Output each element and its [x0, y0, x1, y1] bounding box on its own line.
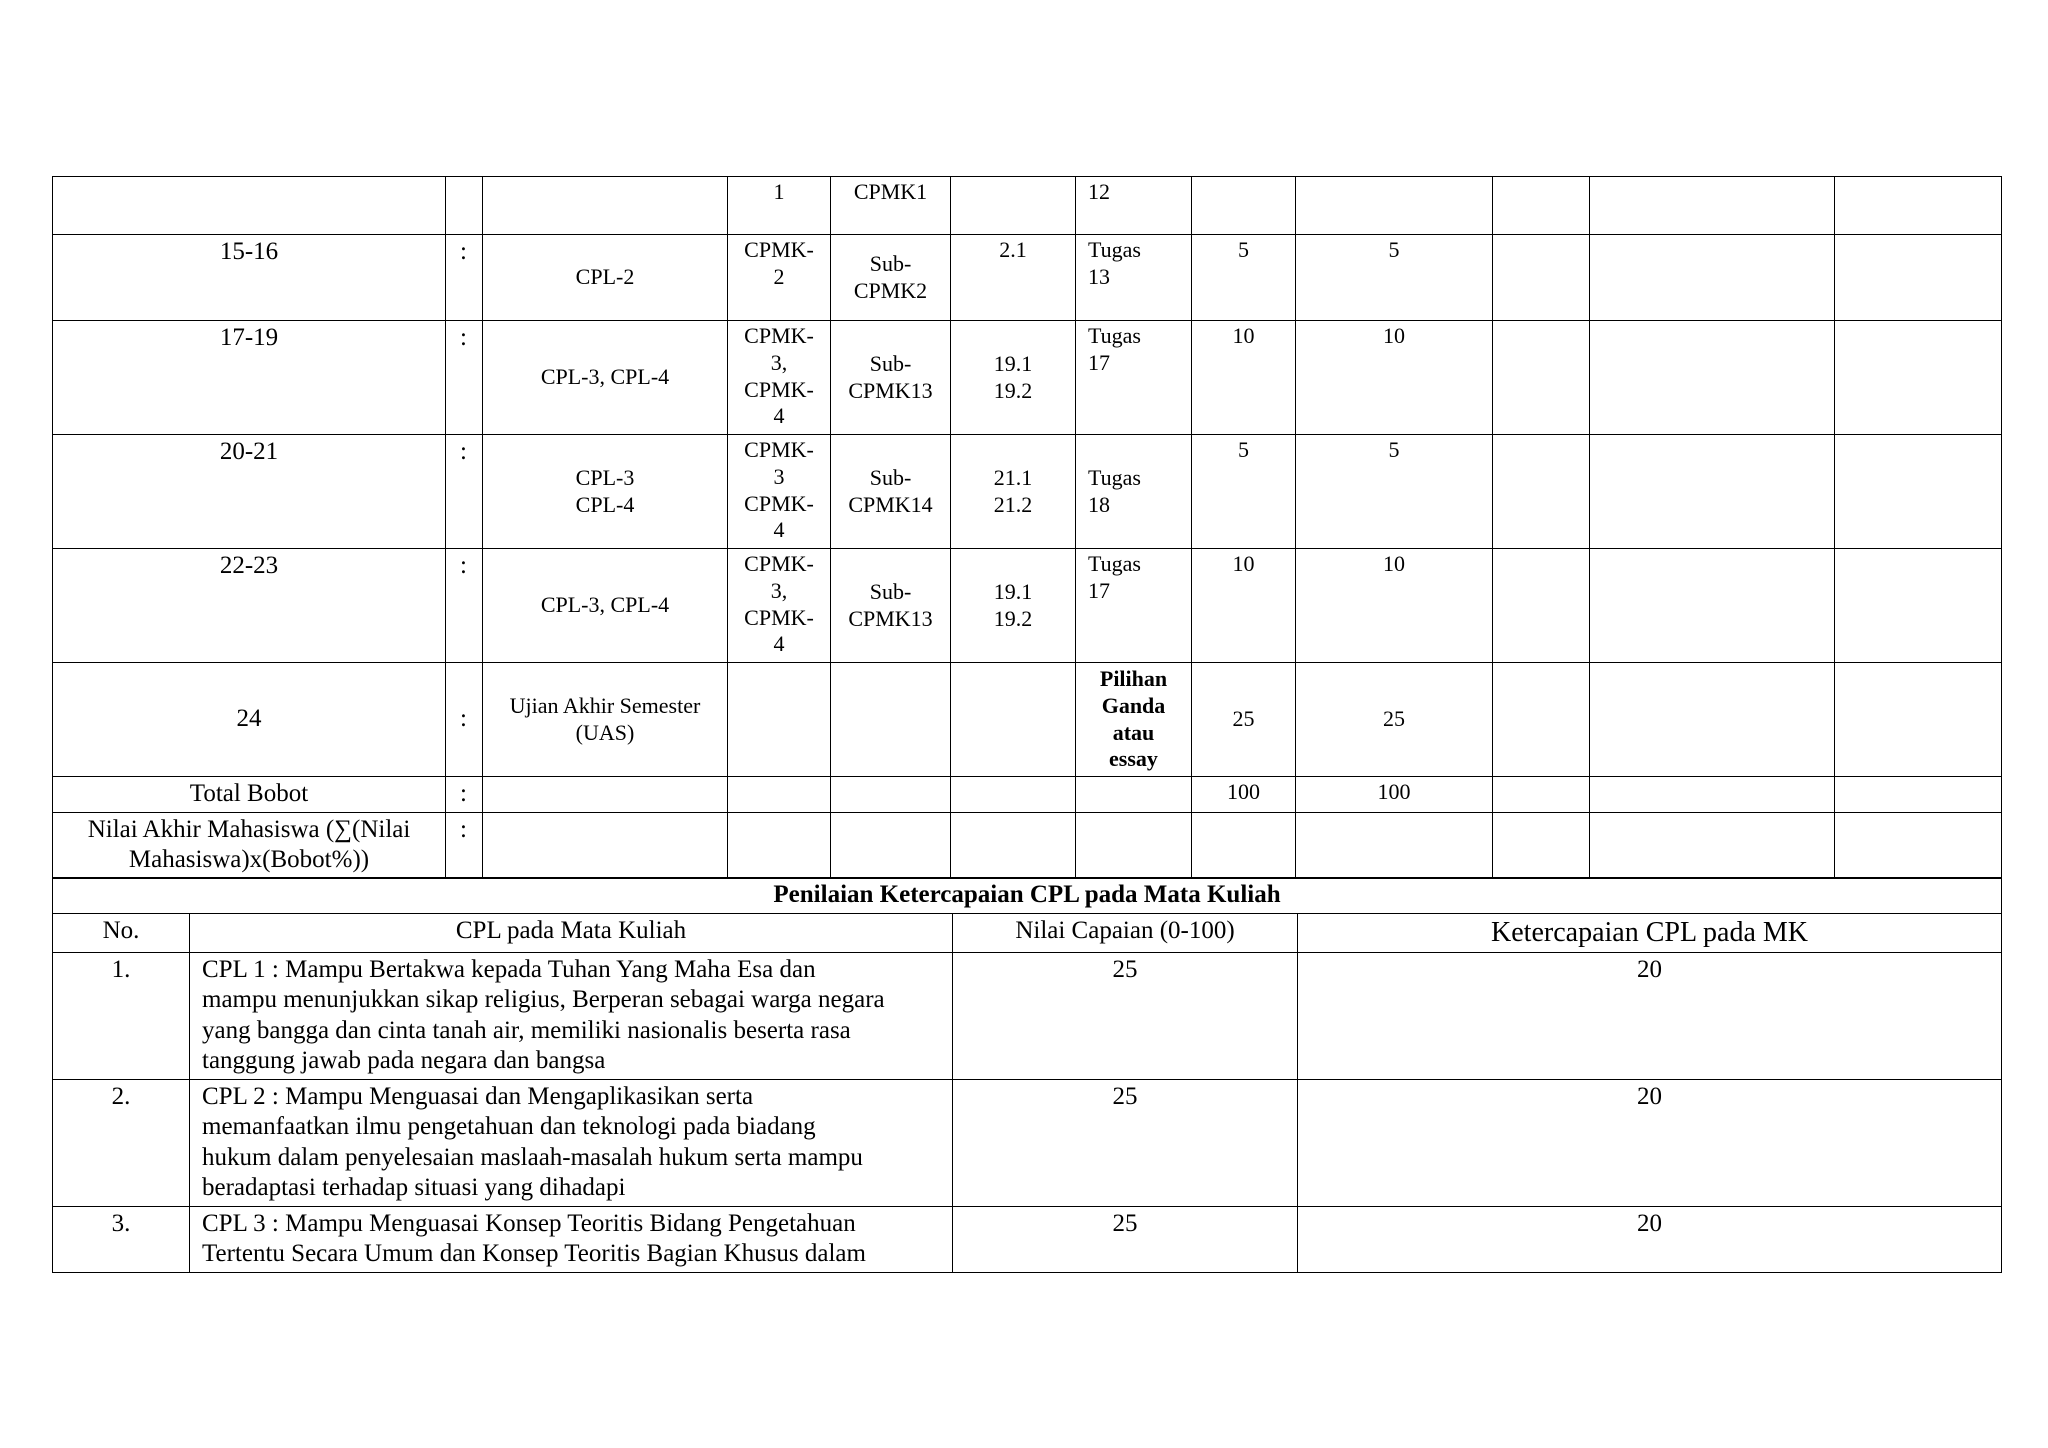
indicator-line: 21.2 — [993, 491, 1033, 517]
cpmk-line: 2 — [773, 263, 785, 289]
cpmk-cell — [728, 663, 831, 777]
cpl-row — [53, 1206, 2002, 1272]
sub-cpmk-cell — [831, 235, 951, 321]
cpl-line: CPL-3, CPL-4 — [540, 592, 670, 618]
form-line: 12 — [1088, 179, 1110, 204]
empty-cell — [728, 812, 831, 878]
empty-cell — [1835, 321, 2002, 435]
cpl-header-row — [53, 913, 2002, 952]
colon-cell: : — [446, 549, 483, 663]
cpl-no: 2. — [53, 1079, 190, 1206]
indicator-line: 19.1 — [993, 578, 1033, 604]
empty-cell — [1493, 549, 1590, 663]
indicator-line: 19.2 — [993, 377, 1033, 403]
empty-cell — [1493, 177, 1590, 235]
empty-cell — [1192, 812, 1296, 878]
final-score-line: Mahasiswa)x(Bobot%)) — [128, 846, 370, 873]
form-line: 13 — [1088, 263, 1110, 289]
cpl-ketercapaian: 20 — [1298, 952, 2002, 1079]
empty-cell — [1590, 321, 1835, 435]
assessment-row — [53, 663, 2002, 777]
empty-cell — [831, 777, 951, 813]
empty-cell — [1493, 812, 1590, 878]
empty-cell — [1835, 549, 2002, 663]
cpl-line: Ujian Akhir Semester — [509, 692, 701, 718]
cpmk-cell — [728, 321, 831, 435]
cpl-line: (UAS) — [575, 719, 635, 745]
colon-cell: : — [446, 663, 483, 777]
cpl-line: CPL-3, CPL-4 — [540, 364, 670, 390]
cpmk-line: CPMK- — [744, 376, 814, 402]
empty-cell — [1590, 663, 1835, 777]
form-line: Tugas — [1088, 551, 1141, 576]
sub-cpmk-line: Sub- — [869, 578, 912, 604]
total-bobot-2: 100 — [1296, 777, 1493, 813]
bobot-cell-2: 10 — [1296, 549, 1493, 663]
indicator-cell — [951, 177, 1076, 235]
cpl-description — [190, 1206, 953, 1272]
form-line: Tugas — [1088, 323, 1141, 348]
week-cell: 20-21 — [53, 435, 446, 549]
assessment-row — [53, 235, 2002, 321]
colon-cell: : — [446, 812, 483, 878]
week-cell: 17-19 — [53, 321, 446, 435]
empty-cell — [1835, 177, 2002, 235]
empty-cell — [1590, 177, 1835, 235]
cpl-description-line: CPL 3 : Mampu Menguasai Konsep Teoritis Bidang Pengetahuan — [202, 1209, 856, 1237]
final-score-line: Nilai Akhir Mahasiswa (∑(Nilai — [87, 815, 411, 843]
cpmk-line: CPMK- — [744, 490, 814, 516]
cpl-cell — [483, 235, 728, 321]
sub-cpmk-cell — [831, 549, 951, 663]
cpl-no: 1. — [53, 952, 190, 1079]
cpl-row — [53, 952, 2002, 1079]
empty-cell — [1835, 777, 2002, 813]
total-row — [53, 777, 2002, 813]
cpl-description-line: memanfaatkan ilmu pengetahuan dan teknologi pada biadang — [202, 1113, 816, 1141]
cpmk-line: CPMK- — [744, 437, 814, 462]
cpmk-line: 4 — [773, 403, 785, 429]
indicator-cell — [951, 663, 1076, 777]
sub-cpmk-line: CPMK1 — [853, 179, 928, 204]
form-line: essay — [1109, 746, 1158, 772]
sub-cpmk-cell — [831, 321, 951, 435]
indicator-cell — [951, 549, 1076, 663]
empty-cell — [1076, 777, 1192, 813]
cpl-line: CPL-3 — [575, 464, 635, 490]
indicator-cell — [951, 235, 1076, 321]
cpmk-cell — [728, 435, 831, 549]
cpl-nilai: 25 — [953, 1079, 1298, 1206]
form-line: 17 — [1088, 577, 1110, 603]
colon-cell — [446, 177, 483, 235]
indicator-cell — [951, 435, 1076, 549]
cpmk-line: 4 — [773, 517, 785, 543]
indicator-line: 19.1 — [993, 350, 1033, 376]
cpl-no: 3. — [53, 1206, 190, 1272]
assessment-row — [53, 549, 2002, 663]
bobot-cell: 25 — [1192, 663, 1296, 777]
empty-cell — [1296, 812, 1493, 878]
form-line: Pilihan — [1099, 665, 1168, 691]
sub-cpmk-line: CPMK14 — [848, 491, 933, 517]
form-cell — [1076, 435, 1192, 549]
cpl-cell — [483, 177, 728, 235]
indicator-line: 2.1 — [999, 237, 1027, 262]
indicator-cell — [951, 321, 1076, 435]
empty-cell — [1493, 663, 1590, 777]
sub-cpmk-line: Sub- — [869, 464, 912, 490]
header-cpl: CPL pada Mata Kuliah — [190, 913, 953, 952]
cpl-row — [53, 1079, 2002, 1206]
empty-cell — [1493, 321, 1590, 435]
form-line: Tugas — [1088, 237, 1141, 262]
cpl-description-line: tanggung jawab pada negara dan bangsa — [202, 1047, 606, 1075]
form-cell — [1076, 321, 1192, 435]
cpl-description-line: yang bangga dan cinta tanah air, memiliki nasionalis beserta rasa — [202, 1016, 851, 1044]
empty-cell — [1590, 777, 1835, 813]
final-score-label — [53, 812, 446, 878]
indicator-line: 21.1 — [993, 464, 1033, 490]
week-cell: 22-23 — [53, 549, 446, 663]
sub-cpmk-line: CPMK13 — [848, 377, 933, 403]
bobot-cell-2: 5 — [1296, 235, 1493, 321]
cpl-description — [190, 1079, 953, 1206]
form-line: atau — [1112, 719, 1155, 745]
bobot-cell — [1192, 177, 1296, 235]
cpl-description — [190, 952, 953, 1079]
form-line: 17 — [1088, 349, 1110, 375]
assessment-table — [52, 176, 2002, 879]
cpmk-line: 1 — [773, 179, 785, 204]
empty-cell — [728, 777, 831, 813]
colon-cell: : — [446, 235, 483, 321]
bobot-cell-2: 5 — [1296, 435, 1493, 549]
header-nilai: Nilai Capaian (0-100) — [953, 913, 1298, 952]
form-cell — [1076, 235, 1192, 321]
cpmk-line: CPMK- — [744, 323, 814, 348]
empty-cell — [1835, 663, 2002, 777]
empty-cell — [1835, 812, 2002, 878]
cpmk-line: 3, — [770, 349, 788, 375]
cpl-title-row — [53, 878, 2002, 914]
section-title: Penilaian Ketercapaian CPL pada Mata Kuliah — [53, 878, 2002, 914]
empty-cell — [1076, 812, 1192, 878]
bobot-cell: 10 — [1192, 549, 1296, 663]
cpl-line: CPL-2 — [575, 264, 635, 290]
cpmk-cell — [728, 549, 831, 663]
header-no: No. — [53, 913, 190, 952]
sub-cpmk-line: Sub- — [869, 350, 912, 376]
cpmk-cell — [728, 235, 831, 321]
cpl-cell — [483, 549, 728, 663]
cpl-nilai: 25 — [953, 952, 1298, 1079]
cpl-nilai: 25 — [953, 1206, 1298, 1272]
assessment-row — [53, 435, 2002, 549]
empty-cell — [1835, 435, 2002, 549]
empty-cell — [1590, 435, 1835, 549]
cpl-description-line: hukum dalam penyelesaian maslaah-masalah hukum serta mampu — [202, 1143, 863, 1171]
empty-cell — [1590, 549, 1835, 663]
form-line: Tugas — [1088, 464, 1141, 490]
empty-cell — [1493, 235, 1590, 321]
empty-cell — [483, 812, 728, 878]
colon-cell: : — [446, 321, 483, 435]
bobot-cell: 10 — [1192, 321, 1296, 435]
cpl-description-line: mampu menunjukkan sikap religius, Berperan sebagai warga negara — [202, 986, 885, 1014]
cpl-description-line: Tertentu Secara Umum dan Konsep Teoritis Bagian Khusus dalam — [202, 1240, 866, 1268]
week-cell — [53, 177, 446, 235]
cpl-ketercapaian: 20 — [1298, 1206, 2002, 1272]
sub-cpmk-cell — [831, 435, 951, 549]
cpl-achievement-table — [52, 877, 2002, 1273]
header-ketercapaian: Ketercapaian CPL pada MK — [1298, 913, 2002, 952]
empty-cell — [1493, 777, 1590, 813]
cpl-cell — [483, 321, 728, 435]
cpmk-line: CPMK- — [744, 604, 814, 630]
cpl-description-line: CPL 1 : Mampu Bertakwa kepada Tuhan Yang Maha Esa dan — [202, 955, 816, 983]
sub-cpmk-line: CPMK2 — [853, 277, 928, 303]
empty-cell — [1590, 812, 1835, 878]
cpl-cell — [483, 663, 728, 777]
cpmk-line: 3, — [770, 577, 788, 603]
cpmk-line: CPMK- — [744, 551, 814, 576]
empty-cell — [1493, 435, 1590, 549]
bobot-cell-2: 25 — [1296, 663, 1493, 777]
table-frame — [52, 176, 2001, 1273]
form-cell — [1076, 663, 1192, 777]
sub-cpmk-line: CPMK13 — [848, 605, 933, 631]
bobot-cell: 5 — [1192, 435, 1296, 549]
cpl-cell — [483, 435, 728, 549]
indicator-line: 19.2 — [993, 605, 1033, 631]
empty-cell — [1590, 235, 1835, 321]
bobot-cell-2: 10 — [1296, 321, 1493, 435]
cpl-ketercapaian: 20 — [1298, 1079, 2002, 1206]
bobot-cell: 5 — [1192, 235, 1296, 321]
form-cell — [1076, 177, 1192, 235]
cpl-line: CPL-4 — [575, 491, 635, 517]
form-line: 18 — [1088, 491, 1110, 517]
form-line: Ganda — [1101, 692, 1166, 718]
colon-cell: : — [446, 777, 483, 813]
empty-cell — [483, 777, 728, 813]
assessment-row — [53, 177, 2002, 235]
sub-cpmk-cell — [831, 177, 951, 235]
bobot-cell-2 — [1296, 177, 1493, 235]
cpl-description-line: CPL 2 : Mampu Menguasai dan Mengaplikasikan serta — [202, 1082, 754, 1110]
total-bobot: 100 — [1192, 777, 1296, 813]
sub-cpmk-cell — [831, 663, 951, 777]
form-cell — [1076, 549, 1192, 663]
cpmk-cell — [728, 177, 831, 235]
week-cell: 15-16 — [53, 235, 446, 321]
cpmk-line: CPMK- — [744, 237, 814, 262]
total-label: Total Bobot — [53, 777, 446, 813]
week-cell: 24 — [53, 663, 446, 777]
empty-cell — [831, 812, 951, 878]
empty-cell — [951, 777, 1076, 813]
final-score-row — [53, 812, 2002, 878]
cpmk-line: 3 — [773, 463, 785, 489]
sub-cpmk-line: Sub- — [869, 250, 912, 276]
empty-cell — [1835, 235, 2002, 321]
colon-cell: : — [446, 435, 483, 549]
cpmk-line: 4 — [773, 631, 785, 657]
empty-cell — [951, 812, 1076, 878]
cpl-description-line: beradaptasi terhadap situasi yang dihadapi — [202, 1174, 626, 1202]
assessment-row — [53, 321, 2002, 435]
